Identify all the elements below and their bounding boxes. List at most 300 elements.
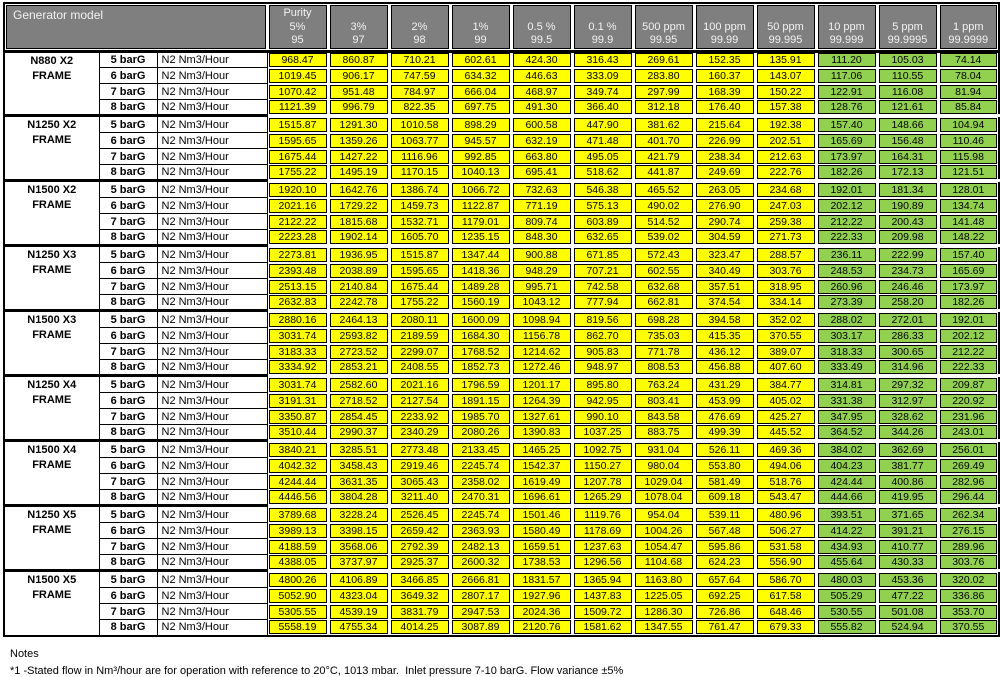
flow-value-cell: 666.04	[450, 84, 511, 100]
header-line	[453, 7, 509, 21]
flow-value-cell: 2340.29	[389, 425, 450, 441]
flow-value-cell: 663.80	[511, 149, 572, 165]
header-line	[758, 7, 814, 21]
flow-value-cell: 2233.92	[389, 409, 450, 425]
flow-value-cell: 1891.15	[450, 393, 511, 409]
flow-value-cell: 288.02	[816, 311, 877, 328]
flow-value-cell: 3398.15	[328, 523, 389, 539]
flow-value-cell: 657.64	[694, 571, 755, 588]
pressure-cell: 5 barG	[99, 506, 157, 523]
flow-value-cell: 349.74	[572, 84, 633, 100]
flow-value-cell: 3568.06	[328, 539, 389, 555]
flow-value-cell: 447.90	[572, 116, 633, 133]
flow-value-cell: 74.14	[938, 52, 999, 68]
header-line: 2%	[411, 20, 428, 33]
model-name: N1500 X4	[27, 444, 77, 456]
flow-value-cell: 1063.77	[389, 133, 450, 149]
flow-value-cell: 248.53	[816, 263, 877, 279]
flow-value-cell: 2299.07	[389, 344, 450, 360]
purity-column-header-500ppm	[633, 3, 694, 52]
flow-value-cell: 1098.94	[511, 311, 572, 328]
flow-value-cell: 173.97	[938, 279, 999, 295]
flow-value-cell: 784.97	[389, 84, 450, 100]
flow-value-cell: 1043.12	[511, 295, 572, 311]
flow-value-cell: 110.55	[877, 68, 938, 84]
pressure-cell: 5 barG	[99, 246, 157, 263]
flow-value-cell: 2122.22	[267, 214, 328, 230]
flow-value-cell: 2021.16	[267, 198, 328, 214]
pressure-cell: 8 barG	[99, 425, 157, 441]
flow-value-cell: 726.86	[694, 604, 755, 620]
flow-value-cell: 414.22	[816, 523, 877, 539]
flow-value-cell: 2393.48	[267, 263, 328, 279]
header-line: 99.9995	[887, 34, 928, 46]
flow-value-cell: 1696.61	[511, 490, 572, 506]
flow-value-cell: 357.51	[694, 279, 755, 295]
model-name: N1250 X4	[27, 379, 77, 391]
flow-value-cell: 1104.68	[633, 555, 694, 571]
flow-value-cell: 300.65	[877, 344, 938, 360]
flow-value-cell: 526.11	[694, 441, 755, 458]
flow-value-cell: 1070.42	[267, 84, 328, 100]
flow-value-cell: 4323.04	[328, 588, 389, 604]
table-row	[4, 84, 999, 100]
flow-value-cell: 1580.49	[511, 523, 572, 539]
table-row	[4, 376, 999, 393]
flow-value-cell: 3510.44	[267, 425, 328, 441]
flow-value-cell: 2127.54	[389, 393, 450, 409]
pressure-cell: 5 barG	[99, 116, 157, 133]
unit-cell: N2 Nm3/Hour	[157, 360, 267, 376]
flow-value-cell: 4539.19	[328, 604, 389, 620]
flow-value-cell: 586.70	[755, 571, 816, 588]
flow-value-cell: 1078.04	[633, 490, 694, 506]
pressure-cell: 6 barG	[99, 198, 157, 214]
flow-value-cell: 954.04	[633, 506, 694, 523]
header-line: 99.9	[591, 34, 614, 46]
flow-value-cell: 334.14	[755, 295, 816, 311]
flow-value-cell: 2880.16	[267, 311, 328, 328]
header-line: 1%	[472, 20, 489, 33]
model-name: N1250 X2	[27, 119, 77, 131]
flow-value-cell: 992.85	[450, 149, 511, 165]
flow-value-cell: 632.68	[633, 279, 694, 295]
flow-value-cell: 895.80	[572, 376, 633, 393]
flow-value-cell: 288.57	[755, 246, 816, 263]
flow-value-cell: 948.29	[511, 263, 572, 279]
unit-cell: N2 Nm3/Hour	[157, 555, 267, 571]
flow-value-cell: 1264.39	[511, 393, 572, 409]
unit-cell: N2 Nm3/Hour	[157, 458, 267, 474]
flow-value-cell: 391.21	[877, 523, 938, 539]
flow-value-cell: 1738.53	[511, 555, 572, 571]
flow-value-cell: 364.52	[816, 425, 877, 441]
flow-value-cell: 2593.82	[328, 328, 389, 344]
flow-value-cell: 742.58	[572, 279, 633, 295]
flow-value-cell: 258.20	[877, 295, 938, 311]
flow-value-cell: 1542.37	[511, 458, 572, 474]
flow-value-cell: 553.80	[694, 458, 755, 474]
header-line	[392, 7, 448, 21]
flow-value-cell: 1116.96	[389, 149, 450, 165]
purity-column-header-50ppm	[755, 3, 816, 52]
flow-value-cell: 662.81	[633, 295, 694, 311]
purity-column-header-0.1%	[572, 3, 633, 52]
pressure-cell: 5 barG	[99, 311, 157, 328]
flow-value-cell: 617.58	[755, 588, 816, 604]
flow-value-cell: 212.63	[755, 149, 816, 165]
flow-value-cell: 942.95	[572, 393, 633, 409]
flow-value-cell: 1936.95	[328, 246, 389, 263]
flow-value-cell: 3737.97	[328, 555, 389, 571]
flow-value-cell: 243.01	[938, 425, 999, 441]
flow-value-cell: 116.08	[877, 84, 938, 100]
flow-value-cell: 424.30	[511, 52, 572, 68]
flow-value-cell: 366.40	[572, 100, 633, 116]
flow-value-cell: 2242.78	[328, 295, 389, 311]
flow-value-cell: 1600.09	[450, 311, 511, 328]
flow-value-cell: 3840.21	[267, 441, 328, 458]
flow-value-cell: 556.90	[755, 555, 816, 571]
flow-value-cell: 771.78	[633, 344, 694, 360]
flow-value-cell: 518.62	[572, 165, 633, 181]
flow-value-cell: 297.99	[633, 84, 694, 100]
frame-label: FRAME	[32, 589, 72, 601]
notes-line: *1 -Stated flow in Nm³/hour are for operation with reference to 20°C, 1013 mbar. Inlet pressure 7-10 barG. Flow variance ±5%	[10, 664, 624, 677]
unit-cell: N2 Nm3/Hour	[157, 263, 267, 279]
pressure-cell: 7 barG	[99, 474, 157, 490]
unit-cell: N2 Nm3/Hour	[157, 214, 267, 230]
flow-value-cell: 405.02	[755, 393, 816, 409]
flow-value-cell: 134.74	[938, 198, 999, 214]
flow-value-cell: 948.97	[572, 360, 633, 376]
flow-value-cell: 1532.71	[389, 214, 450, 230]
table-row	[4, 279, 999, 295]
flow-value-cell: 249.69	[694, 165, 755, 181]
table-row	[4, 490, 999, 506]
header-line: 98	[413, 34, 426, 46]
header-line: 99.999	[829, 34, 864, 46]
flow-value-cell: 2925.37	[389, 555, 450, 571]
unit-cell: N2 Nm3/Hour	[157, 311, 267, 328]
flow-value-cell: 1581.62	[572, 620, 633, 636]
header-line: 0.5 %	[527, 20, 556, 33]
flow-value-cell: 2358.02	[450, 474, 511, 490]
flow-value-cell: 202.51	[755, 133, 816, 149]
flow-value-cell: 671.85	[572, 246, 633, 263]
flow-value-cell: 1489.28	[450, 279, 511, 295]
flow-value-cell: 1619.49	[511, 474, 572, 490]
flow-value-cell: 220.92	[938, 393, 999, 409]
flow-value-cell: 283.80	[633, 68, 694, 84]
flow-value-cell: 501.08	[877, 604, 938, 620]
flow-value-cell: 1365.94	[572, 571, 633, 588]
pressure-cell: 5 barG	[99, 52, 157, 68]
flow-value-cell: 312.97	[877, 393, 938, 409]
flow-value-cell: 735.03	[633, 328, 694, 344]
flow-value-cell: 4188.59	[267, 539, 328, 555]
unit-cell: N2 Nm3/Hour	[157, 100, 267, 116]
pressure-cell: 6 barG	[99, 263, 157, 279]
table-row	[4, 523, 999, 539]
model-cell-n1250-x5	[4, 506, 99, 571]
flow-value-cell: 1729.22	[328, 198, 389, 214]
flow-value-cell: 632.65	[572, 230, 633, 246]
flow-value-cell: 543.47	[755, 490, 816, 506]
flow-value-cell: 1237.63	[572, 539, 633, 555]
flow-value-cell: 143.07	[755, 68, 816, 84]
unit-cell: N2 Nm3/Hour	[157, 68, 267, 84]
model-cell-n1250-x3	[4, 246, 99, 311]
flow-value-cell: 117.06	[816, 68, 877, 84]
header-line: 0.1 %	[588, 20, 617, 33]
flow-value-cell: 290.74	[694, 214, 755, 230]
model-cell-n1500-x4	[4, 441, 99, 506]
flow-value-cell: 747.59	[389, 68, 450, 84]
pressure-cell: 6 barG	[99, 328, 157, 344]
header-line: 99.995	[768, 34, 803, 46]
flow-value-cell: 419.95	[877, 490, 938, 506]
flow-value-cell: 157.38	[755, 100, 816, 116]
pressure-cell: 6 barG	[99, 68, 157, 84]
flow-value-cell: 2021.16	[389, 376, 450, 393]
frame-label: FRAME	[32, 199, 72, 211]
flow-value-cell: 344.26	[877, 425, 938, 441]
flow-value-cell: 990.10	[572, 409, 633, 425]
table-row	[4, 441, 999, 458]
flow-value-cell: 172.13	[877, 165, 938, 181]
notes-heading: Notes	[10, 647, 39, 660]
flow-value-cell: 314.81	[816, 376, 877, 393]
table-row	[4, 474, 999, 490]
flow-value-cell: 4388.05	[267, 555, 328, 571]
flow-value-cell: 1207.78	[572, 474, 633, 490]
flow-value-cell: 695.41	[511, 165, 572, 181]
flow-value-cell: 996.79	[328, 100, 389, 116]
model-cell-n1500-x3	[4, 311, 99, 376]
header-line: 10 ppm	[828, 20, 865, 33]
flow-value-cell: 698.28	[633, 311, 694, 328]
flow-value-cell: 444.66	[816, 490, 877, 506]
flow-value-cell: 1755.22	[389, 295, 450, 311]
flow-value-cell: 296.44	[938, 490, 999, 506]
flow-value-cell: 271.73	[755, 230, 816, 246]
flow-value-cell: 477.22	[877, 588, 938, 604]
flow-value-cell: 1119.76	[572, 506, 633, 523]
pressure-cell: 8 barG	[99, 230, 157, 246]
table-row	[4, 393, 999, 409]
unit-cell: N2 Nm3/Hour	[157, 604, 267, 620]
flow-value-cell: 1427.22	[328, 149, 389, 165]
frame-label: FRAME	[32, 459, 72, 471]
flow-value-cell: 1390.83	[511, 425, 572, 441]
flow-value-cell: 1272.46	[511, 360, 572, 376]
flow-value-cell: 3191.31	[267, 393, 328, 409]
pressure-cell: 7 barG	[99, 84, 157, 100]
flow-value-cell: 115.98	[938, 149, 999, 165]
unit-cell: N2 Nm3/Hour	[157, 198, 267, 214]
unit-cell: N2 Nm3/Hour	[157, 376, 267, 393]
pressure-cell: 7 barG	[99, 214, 157, 230]
header-line: Purity	[283, 7, 312, 19]
flow-value-cell: 905.83	[572, 344, 633, 360]
table-row	[4, 360, 999, 376]
flow-value-cell: 692.25	[694, 588, 755, 604]
table-row	[4, 571, 999, 588]
flow-value-cell: 1291.30	[328, 116, 389, 133]
header-line	[697, 7, 753, 21]
flow-value-cell: 1852.73	[450, 360, 511, 376]
header-line	[941, 7, 997, 21]
flow-value-cell: 2470.31	[450, 490, 511, 506]
flow-value-cell: 1437.83	[572, 588, 633, 604]
header-line	[575, 7, 631, 21]
flow-value-cell: 436.12	[694, 344, 755, 360]
flow-value-cell: 1286.30	[633, 604, 694, 620]
flow-value-cell: 2464.13	[328, 311, 389, 328]
flow-value-cell: 2947.53	[450, 604, 511, 620]
table-row	[4, 133, 999, 149]
flow-value-cell: 624.23	[694, 555, 755, 571]
flow-value-cell: 3211.40	[389, 490, 450, 506]
flow-value-cell: 352.02	[755, 311, 816, 328]
flow-value-cell: 1459.73	[389, 198, 450, 214]
purity-column-header-0.5%	[511, 3, 572, 52]
flow-value-cell: 2038.89	[328, 263, 389, 279]
flow-value-cell: 1509.72	[572, 604, 633, 620]
flow-value-cell: 446.63	[511, 68, 572, 84]
flow-value-cell: 453.36	[877, 571, 938, 588]
pressure-cell: 5 barG	[99, 181, 157, 198]
unit-cell: N2 Nm3/Hour	[157, 425, 267, 441]
table-row	[4, 588, 999, 604]
header-line	[514, 7, 570, 21]
flow-value-cell: 1019.45	[267, 68, 328, 84]
flow-value-cell: 164.31	[877, 149, 938, 165]
flow-value-cell: 3831.79	[389, 604, 450, 620]
flow-value-cell: 862.70	[572, 328, 633, 344]
flow-value-cell: 246.46	[877, 279, 938, 295]
flow-value-cell: 234.73	[877, 263, 938, 279]
flow-value-cell: 822.35	[389, 100, 450, 116]
table-row	[4, 214, 999, 230]
unit-cell: N2 Nm3/Hour	[157, 588, 267, 604]
flow-value-cell: 303.17	[816, 328, 877, 344]
flow-value-cell: 581.49	[694, 474, 755, 490]
flow-value-cell: 1029.04	[633, 474, 694, 490]
pressure-cell: 5 barG	[99, 571, 157, 588]
model-cell-n1250-x2	[4, 116, 99, 181]
table-row	[4, 425, 999, 441]
pressure-cell: 8 barG	[99, 490, 157, 506]
flow-value-cell: 2223.28	[267, 230, 328, 246]
flow-value-cell: 362.69	[877, 441, 938, 458]
flow-value-cell: 384.02	[816, 441, 877, 458]
unit-cell: N2 Nm3/Hour	[157, 181, 267, 198]
flow-value-cell: 262.34	[938, 506, 999, 523]
flow-value-cell: 505.29	[816, 588, 877, 604]
flow-value-cell: 1684.30	[450, 328, 511, 344]
flow-value-cell: 434.93	[816, 539, 877, 555]
pressure-cell: 6 barG	[99, 393, 157, 409]
unit-cell: N2 Nm3/Hour	[157, 279, 267, 295]
flow-value-cell: 710.21	[389, 52, 450, 68]
flow-value-cell: 212.22	[816, 214, 877, 230]
flow-value-cell: 595.86	[694, 539, 755, 555]
frame-label: FRAME	[32, 70, 72, 82]
table-row	[4, 328, 999, 344]
header-line: 99	[474, 34, 487, 46]
unit-cell: N2 Nm3/Hour	[157, 441, 267, 458]
flow-value-cell: 168.39	[694, 84, 755, 100]
flow-value-cell: 602.61	[450, 52, 511, 68]
table-row	[4, 52, 999, 68]
flow-value-cell: 2024.36	[511, 604, 572, 620]
flow-value-cell: 2792.39	[389, 539, 450, 555]
flow-value-cell: 600.58	[511, 116, 572, 133]
flow-value-cell: 995.71	[511, 279, 572, 295]
flow-value-cell: 200.43	[877, 214, 938, 230]
flow-value-cell: 303.76	[938, 555, 999, 571]
flow-value-cell: 777.94	[572, 295, 633, 311]
flow-value-cell: 1092.75	[572, 441, 633, 458]
table-row	[4, 458, 999, 474]
flow-value-cell: 105.03	[877, 52, 938, 68]
flow-value-cell: 401.70	[633, 133, 694, 149]
flow-value-cell: 2080.11	[389, 311, 450, 328]
unit-cell: N2 Nm3/Hour	[157, 246, 267, 263]
flow-value-cell: 3989.13	[267, 523, 328, 539]
flow-value-cell: 1163.80	[633, 571, 694, 588]
flow-value-cell: 263.05	[694, 181, 755, 198]
generator-model-header: Generator model	[4, 3, 267, 52]
flow-value-cell: 2632.83	[267, 295, 328, 311]
flow-value-cell: 314.96	[877, 360, 938, 376]
pressure-cell: 5 barG	[99, 376, 157, 393]
pressure-cell: 5 barG	[99, 441, 157, 458]
flow-value-cell: 2582.60	[328, 376, 389, 393]
flow-value-cell: 4446.56	[267, 490, 328, 506]
flow-value-cell: 85.84	[938, 100, 999, 116]
flow-value-cell: 567.48	[694, 523, 755, 539]
flow-value-cell: 384.77	[755, 376, 816, 393]
table-row	[4, 555, 999, 571]
header-line: 99.9999	[948, 34, 989, 46]
frame-label: FRAME	[32, 329, 72, 341]
flow-value-cell: 3183.33	[267, 344, 328, 360]
flow-value-cell: 5305.55	[267, 604, 328, 620]
pressure-cell: 7 barG	[99, 279, 157, 295]
flow-value-cell: 445.52	[755, 425, 816, 441]
flow-value-cell: 3065.43	[389, 474, 450, 490]
purity-column-header-2%	[389, 3, 450, 52]
flow-value-cell: 5558.19	[267, 620, 328, 636]
flow-value-cell: 2723.52	[328, 344, 389, 360]
flow-value-cell: 150.22	[755, 84, 816, 100]
flow-value-cell: 455.64	[816, 555, 877, 571]
flow-value-cell: 209.87	[938, 376, 999, 393]
flow-value-cell: 1675.44	[267, 149, 328, 165]
flow-value-cell: 222.76	[755, 165, 816, 181]
flow-value-cell: 182.26	[816, 165, 877, 181]
model-name: N1500 X5	[27, 574, 77, 586]
model-name: N1500 X2	[27, 184, 77, 196]
flow-value-cell: 1515.87	[389, 246, 450, 263]
header-line: 3%	[350, 20, 367, 33]
flow-value-cell: 524.94	[877, 620, 938, 636]
flow-value-cell: 1386.74	[389, 181, 450, 198]
flow-value-cell: 499.39	[694, 425, 755, 441]
